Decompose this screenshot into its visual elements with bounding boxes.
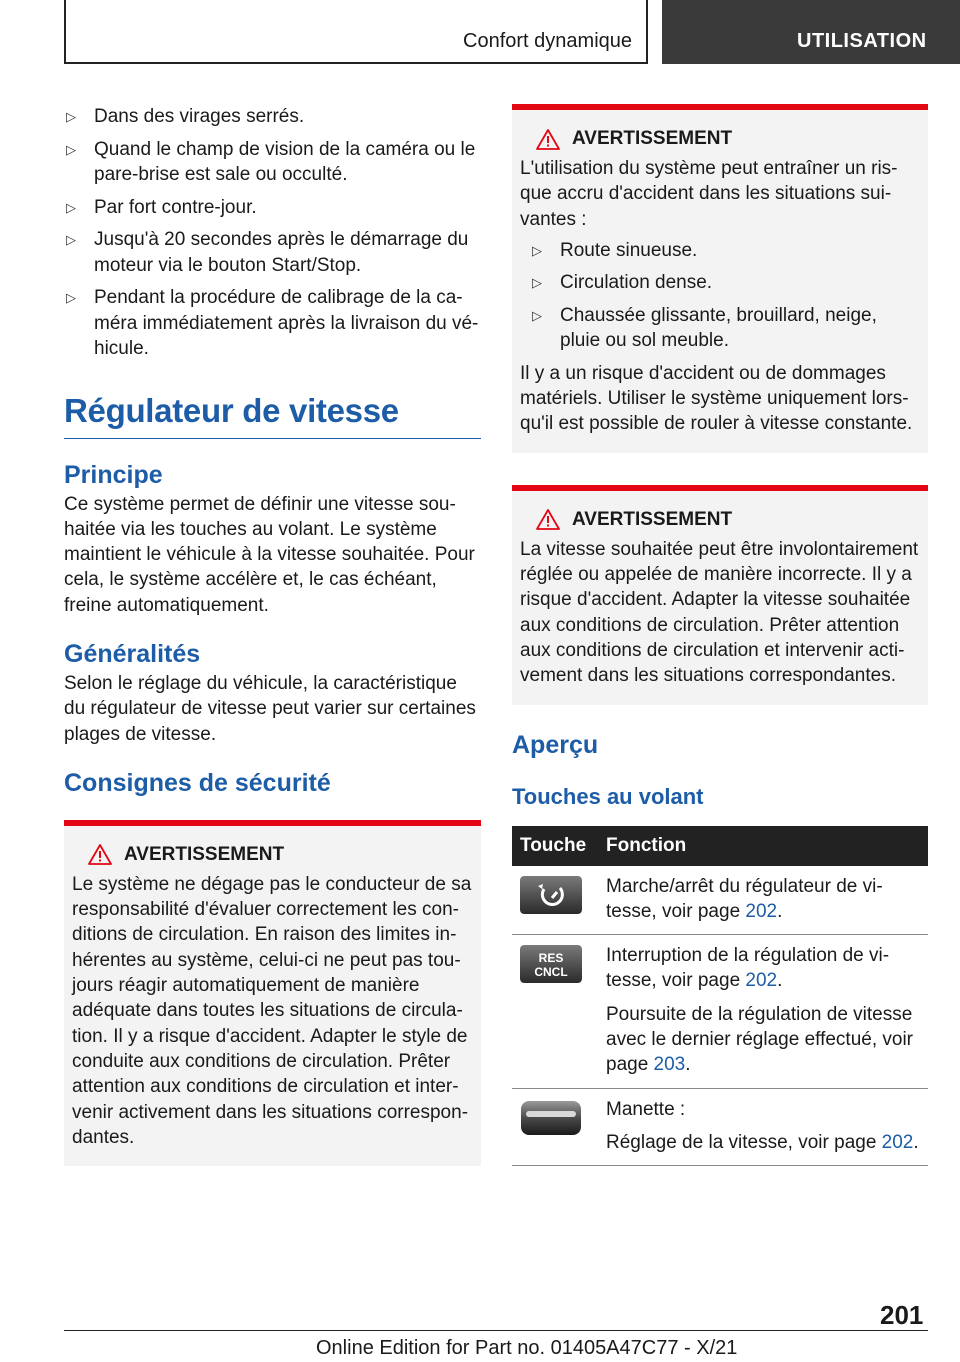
- warning-title: AVERTISSEMENT: [72, 844, 473, 866]
- column-header-fonction: Fonction: [598, 826, 928, 866]
- res-cncl-button-icon: [520, 945, 582, 983]
- header-section-title: Confort dynamique: [463, 30, 632, 52]
- triangle-bullet-icon: ▷: [66, 141, 76, 157]
- warning-title: AVERTISSEMENT: [520, 509, 920, 531]
- triangle-bullet-icon: ▷: [532, 242, 542, 258]
- function-description: Manette :: [606, 1098, 686, 1120]
- table-row: [512, 866, 928, 935]
- function-description: Poursuite de la régulation de vitesse avec le dernier réglage effectué, voir page 203.: [606, 1003, 913, 1076]
- list-item: ▷ Chaussée glissante, brouillard, neige, pluie ou sol meuble.: [532, 304, 877, 352]
- header-chapter-box: [662, 0, 960, 64]
- page-number: 201: [880, 1300, 924, 1330]
- table-row: [512, 935, 928, 1088]
- generalites-text: Selon le réglage du véhicule, la caractéristique du régulateur de vitesse peut varier sur certaines plages de vitesse.: [64, 672, 476, 745]
- list-item: ▷ Jusqu'à 20 secondes après le démarrage du moteur via le bouton Start/Stop.: [66, 229, 469, 276]
- touches-heading: Touches au volant: [512, 783, 704, 809]
- warning-text: La vitesse souhaitée peut être involontairement réglée ou appelée de manière incorrecte. Il y a risque d'accident. Adapter la vitesse souhaitée aux conditions de circulation. Prêter attention aux conditions de circulation et intervenir acti-vement dans les situations correspondantes.: [520, 538, 919, 687]
- warning-intro: L'utilisation du système peut entraîner un ris-que accru d'accident dans les situations sui-vantes :: [520, 158, 898, 230]
- list-item: ▷ Dans des virages serrés.: [64, 104, 481, 130]
- triangle-bullet-icon: ▷: [66, 109, 76, 124]
- lever-icon: [520, 1099, 582, 1137]
- warning-box: [512, 485, 928, 705]
- triangle-bullet-icon: ▷: [66, 290, 76, 305]
- function-description: Interruption de la régulation de vi-tesse, voir page 202.: [606, 945, 890, 992]
- header-section-box: [64, 0, 648, 64]
- svg-text:RES: RES: [538, 951, 564, 966]
- warning-text: Le système ne dégage pas le conducteur de sa responsabilité d'évaluer correctement les con-ditions de circulation. En raison des limites in-hérentes au système, celui-ci ne peut pas tou-jours réagir automatiquement de manière adéquate dans toutes les situations de circula-tion. Il y a risque d'accident. Adapter le style de conduite aux conditions de circulation. Prêter attention aux conditions de circulation et inter-venir activement dans les situations correspon-dantes.: [72, 873, 472, 1148]
- left-column: [64, 104, 481, 1166]
- triangle-bullet-icon: ▷: [532, 307, 542, 323]
- list-item: ▷ Circulation dense.: [530, 270, 920, 296]
- column-header-touche: Touche: [512, 826, 598, 866]
- footer-divider: [64, 1330, 928, 1331]
- warning-box: [64, 820, 481, 1166]
- function-description: Marche/arrêt du régulateur de vi-tesse, voir page 202.: [606, 875, 883, 922]
- header-chapter-title: UTILISATION: [797, 30, 927, 52]
- right-column: [512, 104, 928, 1166]
- conditions-list: [64, 104, 481, 362]
- list-item: ▷ Pendant la procédure de calibrage de la ca-méra immédiatement après la livraison du vé-hicule.: [66, 287, 479, 359]
- list-item: ▷ Quand le champ de vision de la caméra ou le pare-brise est sale ou occulté.: [66, 138, 476, 185]
- steering-buttons-table: [512, 826, 928, 1167]
- warning-box: [512, 104, 928, 453]
- list-item: ▷ Par fort contre-jour.: [64, 195, 481, 221]
- consignes-heading: Consignes de sécurité: [64, 768, 331, 797]
- table-row: [512, 1088, 928, 1166]
- footer-edition: Online Edition for Part no. 01405A47C77 - X/21: [316, 1337, 738, 1359]
- list-item: ▷ Route sinueuse.: [530, 238, 920, 264]
- triangle-bullet-icon: ▷: [532, 275, 542, 291]
- warning-triangle-icon: [536, 129, 560, 150]
- page-link[interactable]: 202: [745, 900, 778, 922]
- principe-text: Ce système permet de définir une vitesse sou-haitée via les touches au volant. Le système maintient le véhicule à la vitesse souhaitée. Pour cela, le système accélère et, le cas échéant, freine automatiquement.: [64, 493, 475, 616]
- apercu-heading: Aperçu: [512, 730, 599, 759]
- warning-title: AVERTISSEMENT: [520, 128, 920, 150]
- svg-text:CNCL: CNCL: [534, 965, 568, 980]
- function-description: Réglage de la vitesse, voir page 202.: [606, 1131, 919, 1153]
- triangle-bullet-icon: ▷: [66, 232, 76, 247]
- page-link[interactable]: 202: [745, 970, 778, 992]
- page-link[interactable]: 203: [653, 1054, 686, 1076]
- chapter-heading: Régulateur de vitesse: [64, 392, 481, 439]
- cruise-control-on-off-icon: [520, 876, 582, 914]
- warning-triangle-icon: [536, 509, 560, 530]
- generalites-heading: Généralités: [64, 639, 201, 668]
- warning-outro: Il y a un risque d'accident ou de dommages matériels. Utiliser le système uniquement lors-qu'il est possible de rouler à vitesse constante.: [520, 362, 913, 435]
- warning-triangle-icon: [88, 844, 112, 865]
- risk-situations-list: [530, 238, 920, 354]
- page-link[interactable]: 202: [881, 1131, 914, 1153]
- triangle-bullet-icon: ▷: [66, 199, 76, 215]
- principe-heading: Principe: [64, 460, 163, 489]
